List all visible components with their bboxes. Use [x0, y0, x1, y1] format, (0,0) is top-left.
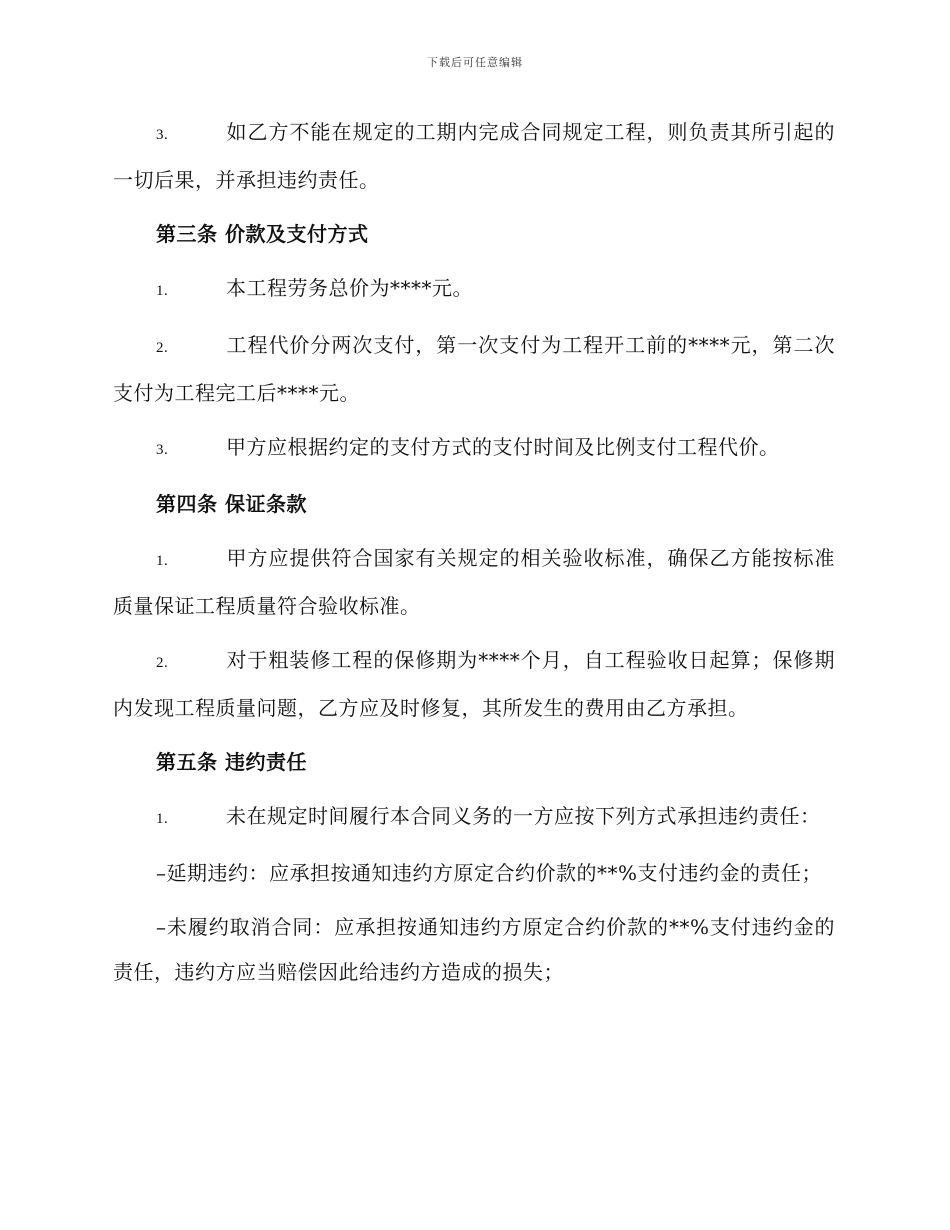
section-heading: 第四条 保证条款: [156, 492, 307, 516]
clause-item: [113, 794, 835, 842]
clause-item: [113, 425, 835, 473]
item-text: 对于粗装修工程的保修期为****个月，自工程验收日起算；保修期内发现工程质量问题，乙方应及时修复，其所发生的费用由乙方承担。: [113, 648, 835, 720]
item-text: 甲方应根据约定的支付方式的支付时间及比例支付工程代价。: [226, 435, 780, 459]
item-number: 2.: [156, 340, 169, 356]
bullet-item: –未履约取消合同：应承担按通知违约方原定合约价款的**%支付违约金的责任，违约方应当赔偿因此给违约方造成的损失；: [113, 915, 835, 984]
item-text: 工程代价分两次支付，第一次支付为工程开工前的****元，第二次支付为工程完工后****元。: [113, 333, 835, 405]
item-text: 未在规定时间履行本合同义务的一方应按下列方式承担违约责任：: [226, 804, 821, 828]
item-text: 本工程劳务总价为****元。: [226, 276, 473, 300]
item-number: 2.: [156, 655, 169, 671]
bullet-item: –延期违约：应承担按通知违约方原定合约价款的**%支付违约金的责任；: [156, 861, 823, 885]
item-number: 1.: [156, 283, 169, 299]
document-body: [113, 110, 835, 1004]
page-header-note: 下载后可任意编辑: [427, 56, 523, 69]
clause-item: [113, 536, 835, 629]
item-number: 3.: [156, 127, 169, 143]
clause-item: [113, 323, 835, 416]
clause-item: [113, 638, 835, 731]
item-number: 1.: [156, 553, 169, 569]
section-heading: 第三条 价款及支付方式: [156, 222, 369, 246]
item-number: 3.: [156, 442, 169, 458]
item-text: 如乙方不能在规定的工期内完成合同规定工程，则负责其所引起的一切后果，并承担违约责任。: [113, 120, 835, 192]
clause-item: [113, 266, 835, 314]
item-number: 1.: [156, 811, 169, 827]
clause-item: [113, 110, 835, 203]
item-text: 甲方应提供符合国家有关规定的相关验收标准，确保乙方能按标准质量保证工程质量符合验收标准。: [113, 546, 835, 618]
section-heading: 第五条 违约责任: [156, 750, 307, 774]
